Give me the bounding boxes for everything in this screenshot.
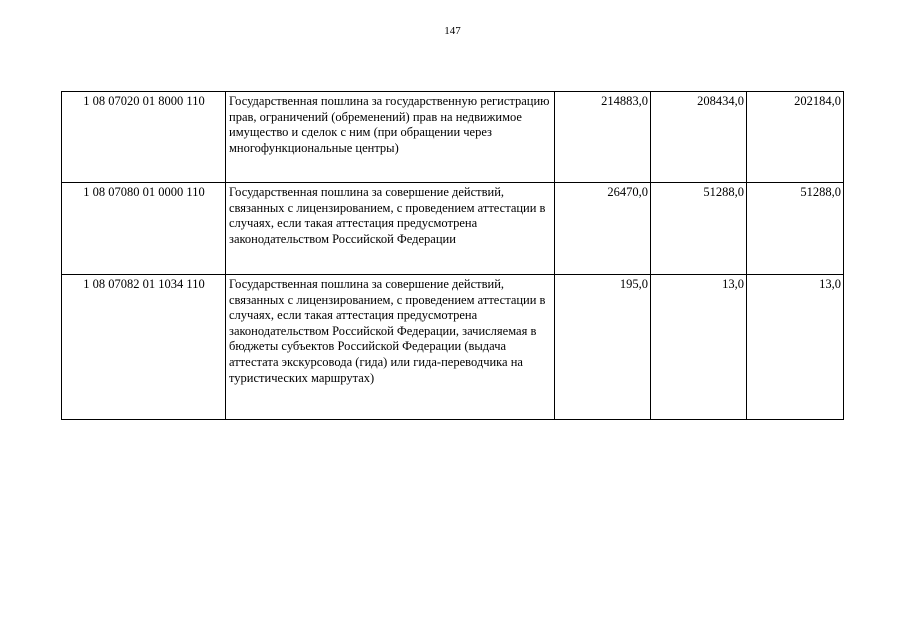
table-row [62,92,844,183]
revenue-name: Государственная пошлина за государственную регистрацию прав, ограничений (обременений) прав на недвижимое имущество и сделок с ним (при обращении через многофункциональные центры) [226,92,555,183]
revenue-name: Государственная пошлина за совершение действий, связанных с лицензированием, с проведением аттестации в случаях, если такая аттестация предусмотрена законодательством Российской Федерации, зачисляемая в бюджеты субъектов Российской Федерации (выдача аттестата экскурсовода (гида) или гида-переводчика на туристических маршрутах) [226,275,555,420]
amount-year-2: 13,0 [651,275,747,420]
page-number: 147 [444,25,461,37]
budget-classification-code: 1 08 07080 01 0000 110 [62,183,226,275]
amount-year-2: 51288,0 [651,183,747,275]
amount-year-3: 51288,0 [747,183,844,275]
amount-year-1: 214883,0 [555,92,651,183]
budget-classification-code: 1 08 07082 01 1034 110 [62,275,226,420]
amount-year-3: 202184,0 [747,92,844,183]
amount-year-3: 13,0 [747,275,844,420]
amount-year-1: 26470,0 [555,183,651,275]
table-row [62,183,844,275]
amount-year-2: 208434,0 [651,92,747,183]
table-row [62,275,844,420]
revenue-name: Государственная пошлина за совершение действий, связанных с лицензированием, с проведением аттестации в случаях, если такая аттестация предусмотрена законодательством Российской Федерации [226,183,555,275]
budget-classification-code: 1 08 07020 01 8000 110 [62,92,226,183]
budget-revenue-table [61,91,844,420]
amount-year-1: 195,0 [555,275,651,420]
